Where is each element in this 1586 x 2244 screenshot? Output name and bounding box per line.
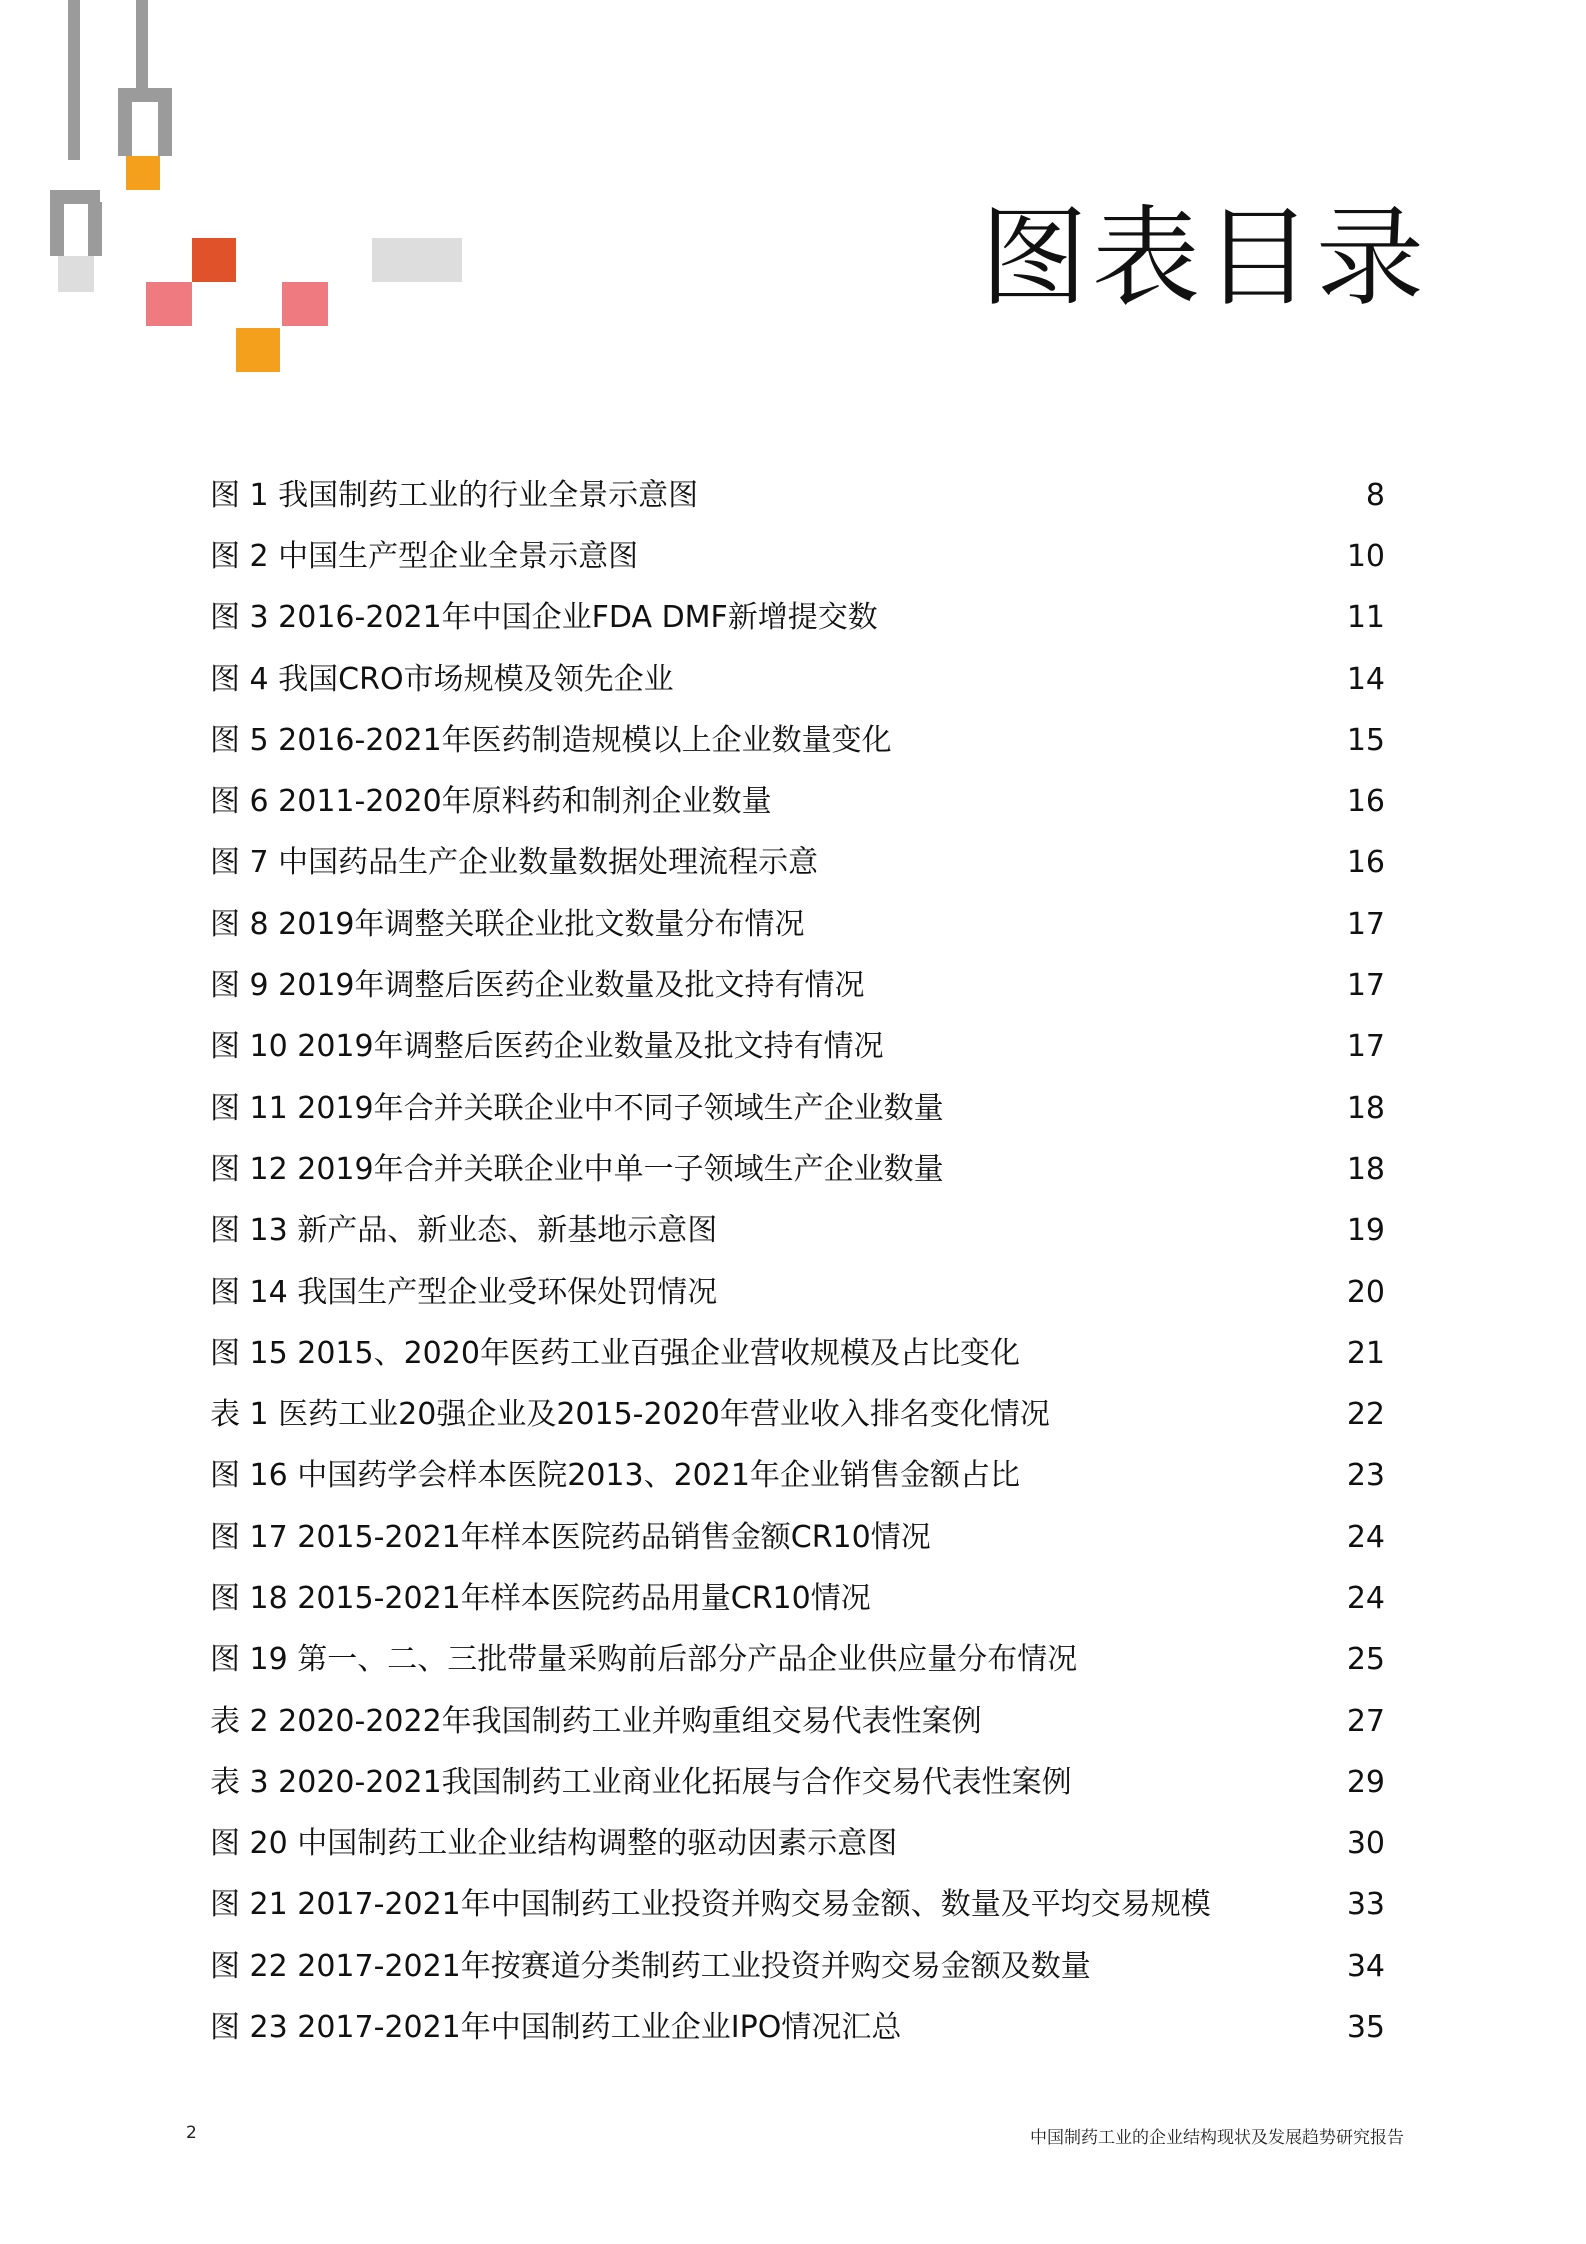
toc-entry[interactable] [210, 1997, 1385, 2058]
deco-cable-right-1 [136, 0, 148, 90]
deco-light-gray-square [58, 256, 94, 292]
toc-entry-label: 图 16 中国药学会样本医院2013、2021年企业销售金额占比 [210, 1458, 1020, 1494]
toc-entry[interactable] [210, 1507, 1385, 1568]
toc-entry-label: 图 15 2015、2020年医药工业百强企业营收规模及占比变化 [210, 1335, 1020, 1371]
toc-entry-label: 表 1 医药工业20强企业及2015-2020年营业收入排名变化情况 [210, 1397, 1050, 1433]
toc-entry-label: 图 14 我国生产型企业受环保处罚情况 [210, 1274, 718, 1310]
toc-entry-page-number: 24 [1346, 1580, 1385, 1616]
toc-entry-label: 图 17 2015-2021年样本医院药品销售金额CR10情况 [210, 1519, 931, 1555]
deco-light-gray-bar [372, 238, 462, 282]
toc-entry-page-number: 8 [1365, 477, 1385, 513]
toc-entry[interactable] [210, 649, 1385, 710]
toc-entry[interactable] [210, 1875, 1385, 1936]
table-of-figures [210, 465, 1385, 2059]
toc-entry-page-number: 17 [1346, 968, 1385, 1004]
toc-entry-page-number: 22 [1346, 1397, 1385, 1433]
toc-entry-page-number: 35 [1346, 2010, 1385, 2046]
toc-entry[interactable] [210, 955, 1385, 1016]
toc-entry-page-number: 14 [1346, 661, 1385, 697]
toc-entry-page-number: 25 [1346, 1642, 1385, 1678]
toc-entry[interactable] [210, 465, 1385, 526]
toc-entry-page-number: 15 [1346, 722, 1385, 758]
toc-entry-label: 图 21 2017-2021年中国制药工业投资并购交易金额、数量及平均交易规模 [210, 1887, 1211, 1923]
toc-entry-page-number: 34 [1346, 1948, 1385, 1984]
toc-entry-label: 图 2 中国生产型企业全景示意图 [210, 538, 639, 574]
toc-entry-page-number: 24 [1346, 1519, 1385, 1555]
toc-entry[interactable] [210, 1936, 1385, 1997]
toc-entry-label: 图 23 2017-2021年中国制药工业企业IPO情况汇总 [210, 2010, 902, 2046]
toc-entry-page-number: 27 [1346, 1703, 1385, 1739]
toc-entry[interactable] [210, 1201, 1385, 1262]
toc-entry-page-number: 16 [1346, 784, 1385, 820]
toc-entry-label: 表 3 2020-2021我国制药工业商业化拓展与合作交易代表性案例 [210, 1764, 1072, 1800]
toc-entry[interactable] [210, 1814, 1385, 1875]
toc-entry-page-number: 33 [1346, 1887, 1385, 1923]
toc-entry[interactable] [210, 1078, 1385, 1139]
toc-entry-page-number: 23 [1346, 1458, 1385, 1494]
toc-entry[interactable] [210, 1384, 1385, 1445]
toc-entry-label: 图 5 2016-2021年医药制造规模以上企业数量变化 [210, 722, 892, 758]
toc-entry[interactable] [210, 1323, 1385, 1384]
toc-entry-label: 图 1 我国制药工业的行业全景示意图 [210, 477, 699, 513]
toc-entry-label: 图 13 新产品、新业态、新基地示意图 [210, 1213, 718, 1249]
toc-entry-label: 图 22 2017-2021年按赛道分类制药工业投资并购交易金额及数量 [210, 1948, 1091, 1984]
deco-plug-right-right [158, 100, 172, 156]
toc-entry-page-number: 10 [1346, 538, 1385, 574]
toc-entry[interactable] [210, 710, 1385, 771]
deco-plug-left-left [50, 202, 64, 256]
toc-entry[interactable] [210, 833, 1385, 894]
deco-pink-square-2 [282, 282, 328, 326]
toc-entry-label: 图 3 2016-2021年中国企业FDA DMF新增提交数 [210, 600, 878, 636]
toc-entry-page-number: 20 [1346, 1274, 1385, 1310]
toc-entry[interactable] [210, 1691, 1385, 1752]
page-title: 图表目录 [980, 196, 1429, 321]
footer-page-number: 2 [186, 2123, 197, 2143]
toc-entry-label: 图 8 2019年调整关联企业批文数量分布情况 [210, 906, 805, 942]
toc-entry-label: 图 11 2019年合并关联企业中不同子领域生产企业数量 [210, 1090, 944, 1126]
toc-entry[interactable] [210, 526, 1385, 587]
toc-entry-page-number: 30 [1346, 1826, 1385, 1862]
toc-entry-page-number: 29 [1346, 1764, 1385, 1800]
toc-entry-label: 图 7 中国药品生产企业数量数据处理流程示意 [210, 845, 819, 881]
deco-red-orange-square [192, 238, 236, 282]
toc-entry[interactable] [210, 894, 1385, 955]
toc-entry-label: 图 20 中国制药工业企业结构调整的驱动因素示意图 [210, 1826, 898, 1862]
toc-entry-label: 图 12 2019年合并关联企业中单一子领域生产企业数量 [210, 1151, 944, 1187]
toc-entry-page-number: 18 [1346, 1090, 1385, 1126]
deco-plug-left-right [88, 202, 102, 256]
toc-entry-label: 图 19 第一、二、三批带量采购前后部分产品企业供应量分布情况 [210, 1642, 1078, 1678]
toc-entry[interactable] [210, 1568, 1385, 1629]
toc-entry-label: 图 18 2015-2021年样本医院药品用量CR10情况 [210, 1580, 871, 1616]
toc-entry-page-number: 19 [1346, 1213, 1385, 1249]
deco-cable-left-1 [68, 0, 80, 160]
toc-entry-label: 表 2 2020-2022年我国制药工业并购重组交易代表性案例 [210, 1703, 982, 1739]
footer-report-title: 中国制药工业的企业结构现状及发展趋势研究报告 [1030, 2128, 1404, 2148]
toc-entry[interactable] [210, 1017, 1385, 1078]
toc-entry[interactable] [210, 1262, 1385, 1323]
toc-entry-page-number: 18 [1346, 1151, 1385, 1187]
toc-entry-label: 图 4 我国CRO市场规模及领先企业 [210, 661, 674, 697]
deco-orange-square-2 [236, 328, 280, 372]
toc-entry-label: 图 9 2019年调整后医药企业数量及批文持有情况 [210, 968, 865, 1004]
toc-entry[interactable] [210, 1139, 1385, 1200]
toc-entry[interactable] [210, 1752, 1385, 1813]
toc-entry-page-number: 11 [1346, 600, 1385, 636]
toc-entry-label: 图 10 2019年调整后医药企业数量及批文持有情况 [210, 1029, 884, 1065]
deco-plug-right-left [118, 100, 132, 156]
toc-entry-label: 图 6 2011-2020年原料药和制剂企业数量 [210, 784, 772, 820]
toc-entry[interactable] [210, 1446, 1385, 1507]
deco-pink-square-1 [146, 282, 192, 326]
toc-entry[interactable] [210, 1630, 1385, 1691]
toc-entry-page-number: 17 [1346, 1029, 1385, 1065]
toc-entry-page-number: 17 [1346, 906, 1385, 942]
toc-entry[interactable] [210, 771, 1385, 832]
toc-entry-page-number: 16 [1346, 845, 1385, 881]
toc-entry-page-number: 21 [1346, 1335, 1385, 1371]
toc-entry[interactable] [210, 588, 1385, 649]
deco-orange-square-1 [126, 156, 160, 190]
